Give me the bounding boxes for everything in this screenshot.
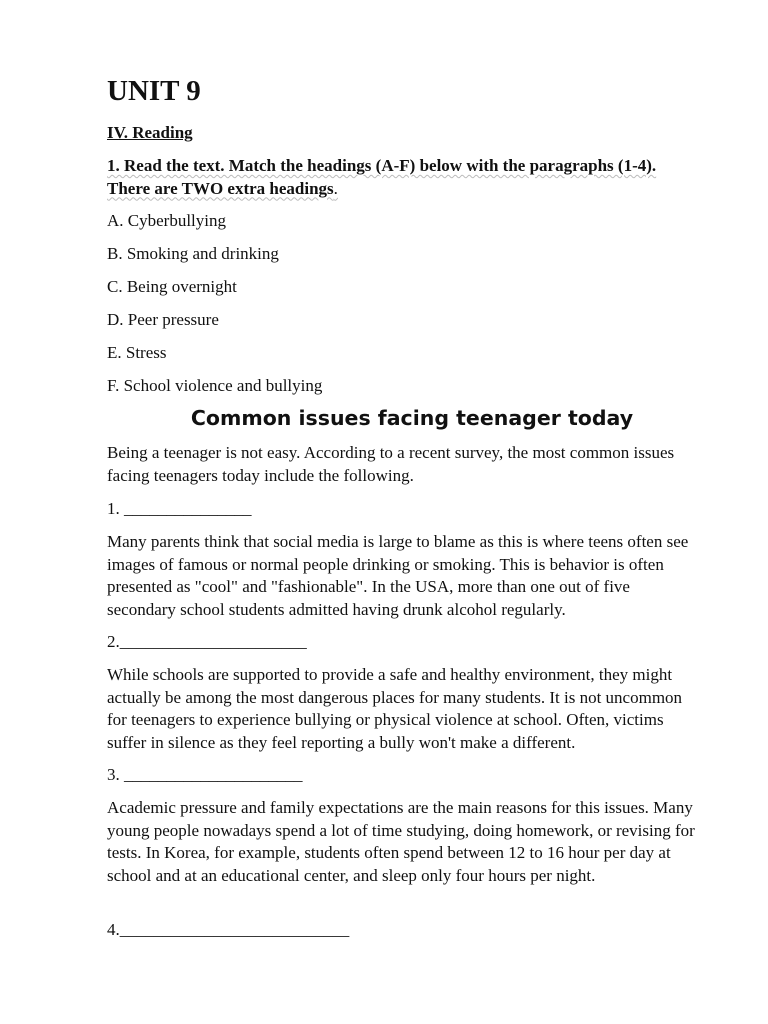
section-heading: IV. Reading (107, 123, 193, 142)
article-intro: Being a teenager is not easy. According to a recent survey, the most common issues facing teenagers today include the following. (107, 443, 675, 485)
heading-option-f: F. School violence and bullying (107, 376, 323, 395)
heading-option-e: E. Stress (107, 343, 167, 362)
answer-blank-1: 1. _______________ (107, 499, 252, 518)
article-title: Common issues facing teenager today (190, 406, 634, 430)
instruction-main: 1. Read the text. Match the headings (A-F) below with the paragraphs (1-4). There are TWO extra headings (107, 156, 657, 198)
heading-option-a: A. Cyberbullying (107, 211, 226, 230)
heading-option-c: C. Being overnight (107, 277, 237, 296)
headings-list (107, 210, 322, 408)
instruction-text (107, 155, 697, 200)
instruction-end: . (333, 178, 338, 198)
paragraph-2: While schools are supported to provide a safe and healthy environment, they might actually be among the most dangerous places for many students. It is not uncommon for teenagers to experience bullying or physical violence at school. Often, victims suffer in silence as they feel reporting a bully won't make a different. (107, 665, 683, 752)
unit-title: UNIT 9 (107, 75, 201, 107)
paragraph-3: Academic pressure and family expectations are the main reasons for this issues. Many young people nowadays spend a lot of time studying, doing homework, or revising for tests. In Korea, for example, students often spend between 12 to 16 hour per day at school and at an educational center, and sleep only four hours per night. (107, 798, 695, 885)
answer-blank-4: 4.___________________________ (107, 920, 350, 939)
paragraph-1: Many parents think that social media is large to blame as this is where teens often see images of famous or normal people drinking or smoking. This is behavior is often presented as "cool" and "fashionable". In the USA, more than one out of five secondary school students admitted having drunk alcohol regularly. (107, 532, 689, 619)
heading-option-d: D. Peer pressure (107, 310, 219, 329)
answer-blank-3: 3. _____________________ (107, 765, 303, 784)
answer-blank-2: 2.______________________ (107, 632, 307, 651)
heading-option-b: B. Smoking and drinking (107, 244, 279, 263)
